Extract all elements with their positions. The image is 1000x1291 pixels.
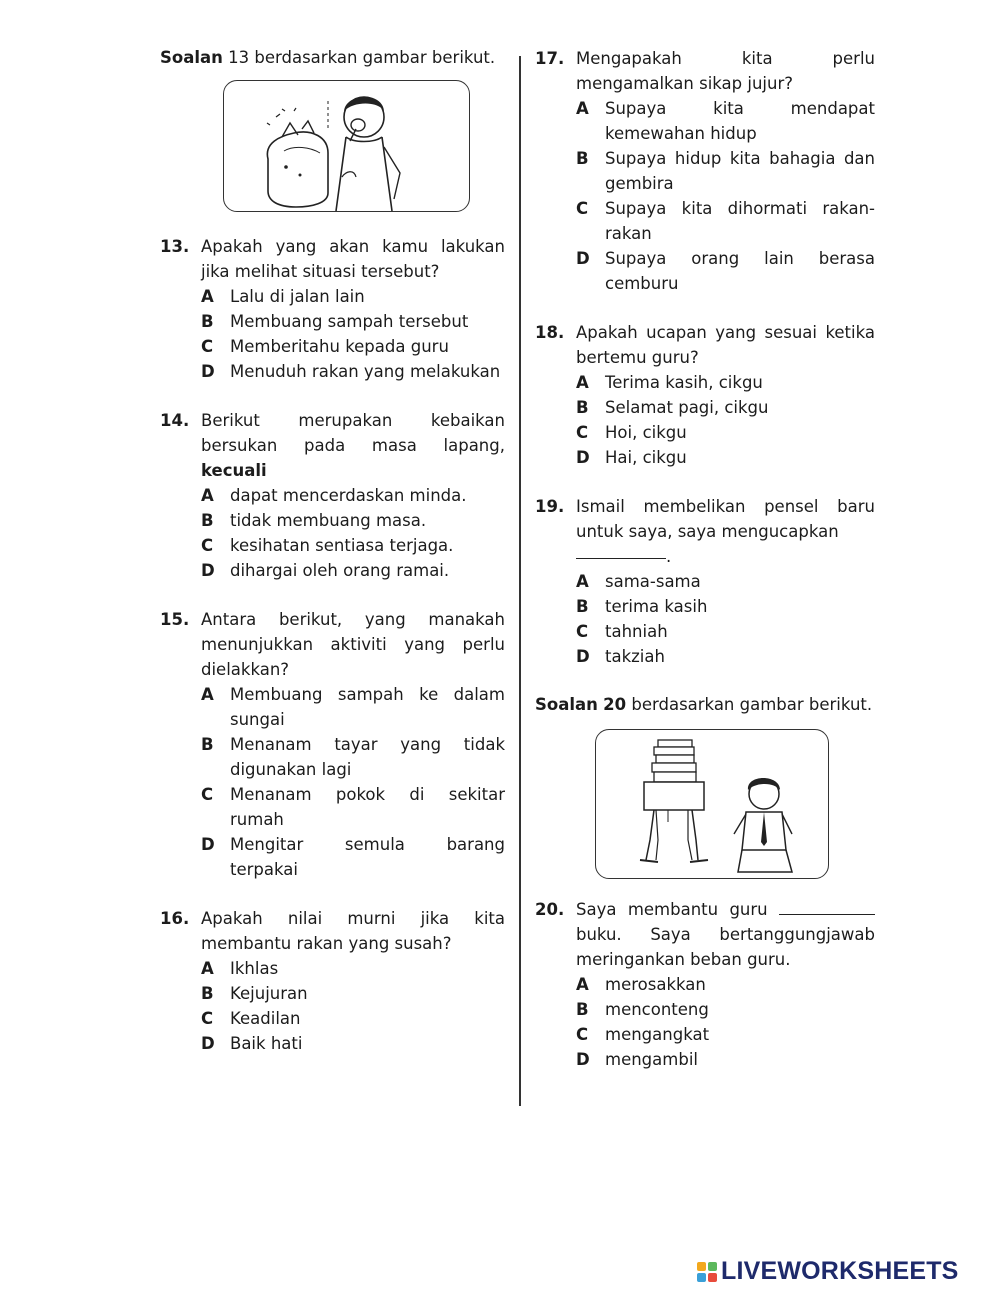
option-17-d[interactable] (535, 246, 875, 296)
option-14-d[interactable] (160, 558, 505, 583)
option-letter: A (576, 373, 589, 392)
option-18-c[interactable] (535, 420, 875, 445)
boy-covering-nose-illustration (224, 81, 469, 211)
option-18-a[interactable] (535, 370, 875, 395)
option-19-b[interactable] (535, 594, 875, 619)
option-20-d[interactable] (535, 1047, 875, 1072)
option-letter: A (576, 975, 589, 994)
teacher-carrying-books-illustration (596, 730, 828, 878)
option-letter: B (201, 312, 214, 331)
option-20-c[interactable] (535, 1022, 875, 1047)
option-letter: A (201, 486, 214, 505)
option-16-a[interactable] (160, 956, 505, 981)
option-letter: C (201, 1009, 214, 1028)
question-number: 14. (160, 411, 190, 430)
option-text: Hoi, cikgu (605, 423, 687, 442)
option-14-a[interactable] (160, 483, 505, 508)
option-letter: B (201, 984, 214, 1003)
question-13 (160, 234, 505, 284)
option-text: Baik hati (230, 1034, 303, 1053)
option-17-a[interactable] (535, 96, 875, 146)
option-letter: A (201, 685, 214, 704)
option-text: dapat mencerdaskan minda. (230, 486, 467, 505)
question-19-blank-line: . (535, 544, 875, 569)
option-letter: D (576, 448, 590, 467)
option-13-a[interactable] (160, 284, 505, 309)
option-20-a[interactable] (535, 972, 875, 997)
option-text: Supaya hidup kita bahagia dan gembira (605, 149, 875, 193)
option-text: sama-sama (605, 572, 701, 591)
option-15-c[interactable] (160, 782, 505, 832)
question-18 (535, 320, 875, 370)
option-text: mengambil (605, 1050, 698, 1069)
question-number: 15. (160, 610, 190, 629)
option-letter: D (576, 1050, 590, 1069)
option-letter: A (576, 99, 589, 118)
option-letter: D (576, 647, 590, 666)
question-text (201, 408, 505, 483)
trash-bag-icon (267, 132, 328, 207)
option-14-b[interactable] (160, 508, 505, 533)
question-text (576, 897, 875, 972)
answer-blank[interactable] (779, 900, 875, 915)
question-number: 18. (535, 323, 565, 342)
option-text: Supaya kita mendapat kemewahan hidup (605, 99, 875, 143)
question-20-text-a: Saya membantu guru (576, 900, 768, 919)
option-letter: B (576, 597, 589, 616)
question-number: 20. (535, 900, 565, 919)
option-17-b[interactable] (535, 146, 875, 196)
question-number: 16. (160, 909, 190, 928)
question-14-stem: Berikut merupakan kebaikan bersukan pada masa lapang, (201, 411, 505, 455)
option-18-b[interactable] (535, 395, 875, 420)
question-text: Apakah yang akan kamu lakukan jika melihat situasi tersebut? (201, 237, 505, 281)
question-13-intro (160, 46, 505, 70)
option-letter: D (201, 362, 215, 381)
option-letter: B (201, 511, 214, 530)
question-text: Ismail membelikan pensel baru untuk saya, saya mengucapkan (576, 497, 875, 541)
option-letter: B (576, 1000, 589, 1019)
option-letter: C (576, 1025, 589, 1044)
question-text: Mengapakah kita perlu mengamalkan sikap jujur? (576, 49, 875, 93)
right-column (535, 46, 875, 1072)
option-letter: C (201, 536, 214, 555)
question-16 (160, 906, 505, 956)
logo-text: LIVEWORKSHEETS (721, 1257, 959, 1285)
option-17-c[interactable] (535, 196, 875, 246)
question-19 (535, 494, 875, 544)
logo-tile (697, 1262, 706, 1271)
option-text: Menanam tayar yang tidak digunakan lagi (230, 735, 505, 779)
option-19-c[interactable] (535, 619, 875, 644)
option-18-d[interactable] (535, 445, 875, 470)
option-text: Kejujuran (230, 984, 308, 1003)
question-14 (160, 408, 505, 483)
logo-grid-icon (697, 1262, 717, 1282)
figure-boy-litter (223, 80, 470, 212)
question-number: 19. (535, 497, 565, 516)
logo-tile (708, 1262, 717, 1271)
option-19-d[interactable] (535, 644, 875, 669)
option-13-c[interactable] (160, 334, 505, 359)
option-text: Supaya kita dihormati rakan-rakan (605, 199, 875, 243)
option-text: Terima kasih, cikgu (605, 373, 763, 392)
option-letter: B (576, 398, 589, 417)
intro-13-text: 13 berdasarkan gambar berikut. (228, 48, 496, 67)
option-15-b[interactable] (160, 732, 505, 782)
question-number: 13. (160, 237, 190, 256)
logo-tile (708, 1273, 717, 1282)
option-16-d[interactable] (160, 1031, 505, 1056)
option-text: Membuang sampah tersebut (230, 312, 469, 331)
option-15-d[interactable] (160, 832, 505, 882)
logo-tile (697, 1273, 706, 1282)
option-letter: A (201, 287, 214, 306)
question-14-kecuali: kecuali (201, 461, 267, 480)
question-number: 17. (535, 49, 565, 68)
option-letter: D (201, 561, 215, 580)
option-text: Mengitar semula barang terpakai (230, 835, 505, 879)
option-text: tahniah (605, 622, 668, 641)
option-text: Keadilan (230, 1009, 301, 1028)
option-text: Hai, cikgu (605, 448, 687, 467)
option-text: Menuduh rakan yang melakukan (230, 362, 501, 381)
intro-soalan-label: Soalan (535, 695, 598, 714)
option-16-b[interactable] (160, 981, 505, 1006)
option-text: kesihatan sentiasa terjaga. (230, 536, 454, 555)
option-13-b[interactable] (160, 309, 505, 334)
option-letter: A (201, 959, 214, 978)
option-text: dihargai oleh orang ramai. (230, 561, 450, 580)
question-20 (535, 897, 875, 972)
option-letter: C (201, 785, 214, 804)
question-text: Antara berikut, yang manakah menunjukkan aktiviti yang perlu dielakkan? (201, 610, 505, 679)
option-letter: D (201, 835, 215, 854)
question-text: Apakah nilai murni jika kita membantu rakan yang susah? (201, 909, 505, 953)
option-text: Menanam pokok di sekitar rumah (230, 785, 505, 829)
book-stack-icon (654, 772, 696, 782)
option-text: Membuang sampah ke dalam sungai (230, 685, 505, 729)
option-text: merosakkan (605, 975, 706, 994)
answer-blank[interactable] (576, 544, 666, 559)
option-letter: A (576, 572, 589, 591)
option-letter: D (576, 249, 590, 268)
option-letter: C (576, 199, 589, 218)
option-text: terima kasih (605, 597, 708, 616)
option-letter: B (201, 735, 214, 754)
option-text: Ikhlas (230, 959, 279, 978)
option-text: tidak membuang masa. (230, 511, 427, 530)
question-20-intro (535, 693, 875, 717)
question-17 (535, 46, 875, 96)
column-divider (519, 56, 521, 1106)
question-20-text-b: buku. Saya bertanggungjawab meringankan beban guru. (576, 925, 875, 969)
option-letter: C (576, 622, 589, 641)
option-19-a[interactable] (535, 569, 875, 594)
option-text: menconteng (605, 1000, 709, 1019)
option-13-d[interactable] (160, 359, 505, 384)
option-letter: C (576, 423, 589, 442)
intro-soalan-label: Soalan (160, 48, 223, 67)
option-letter: C (201, 337, 214, 356)
option-20-b[interactable] (535, 997, 875, 1022)
option-letter: D (201, 1034, 215, 1053)
option-14-c[interactable] (160, 533, 505, 558)
question-15 (160, 607, 505, 682)
option-text: mengangkat (605, 1025, 710, 1044)
option-16-c[interactable] (160, 1006, 505, 1031)
option-text: takziah (605, 647, 665, 666)
left-column (160, 46, 505, 1056)
option-text: Lalu di jalan lain (230, 287, 365, 306)
intro-20-number: 20 (603, 695, 627, 714)
option-text: Supaya orang lain berasa cemburu (605, 249, 875, 293)
option-text: Memberitahu kepada guru (230, 337, 449, 356)
intro-20-text: berdasarkan gambar berikut. (631, 695, 873, 714)
option-15-a[interactable] (160, 682, 505, 732)
option-text: Selamat pagi, cikgu (605, 398, 769, 417)
question-text: Apakah ucapan yang sesuai ketika bertemu guru? (576, 323, 875, 367)
option-letter: B (576, 149, 589, 168)
figure-teacher-books (595, 729, 829, 879)
liveworksheets-logo[interactable] (697, 1257, 959, 1286)
